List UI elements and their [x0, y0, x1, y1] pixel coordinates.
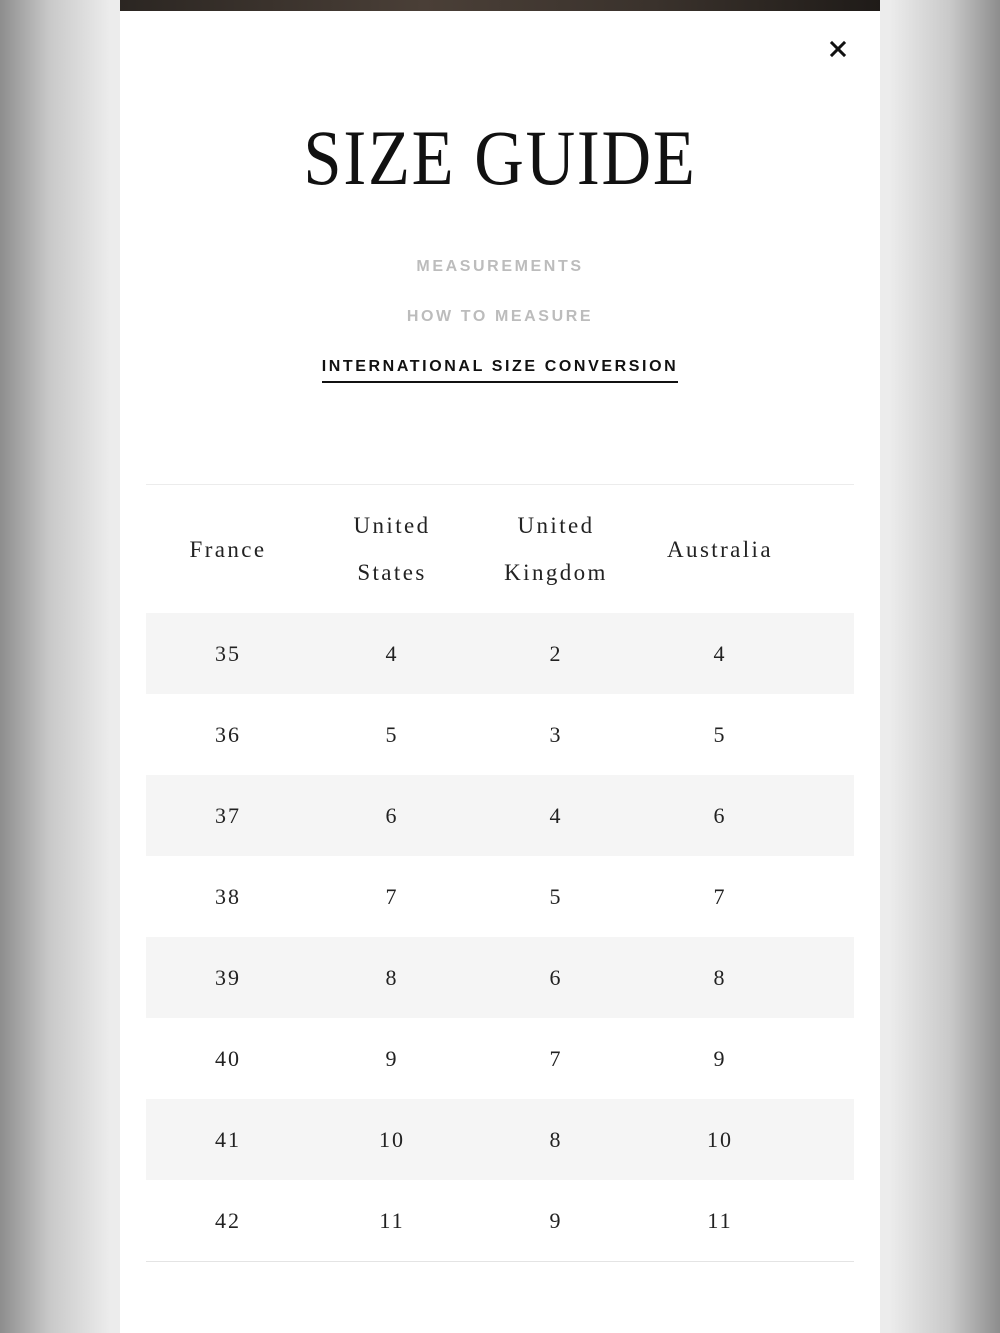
cell-united-kingdom: 5 [549, 883, 563, 909]
tab-international-size-conversion[interactable] [120, 357, 880, 407]
cell-united-kingdom: 6 [549, 964, 563, 990]
cell-united-kingdom: 8 [549, 1126, 563, 1152]
tab-label: INTERNATIONAL SIZE CONVERSION [322, 357, 679, 383]
tab-measurements[interactable] [120, 257, 880, 307]
page-title: SIZE GUIDE [303, 114, 697, 201]
cell-united-states: 8 [385, 964, 399, 990]
cell-australia: 8 [713, 964, 727, 990]
header-text: States [357, 560, 427, 585]
size-guide-modal [120, 11, 880, 1333]
table-row [146, 1099, 854, 1180]
cell-australia: 10 [707, 1126, 733, 1152]
cell-united-states: 5 [385, 721, 399, 747]
tab-label: MEASUREMENTS [416, 258, 584, 275]
tab-label: HOW TO MEASURE [406, 308, 594, 325]
table-row [146, 937, 854, 1018]
header-australia [638, 526, 802, 573]
cell-australia: 4 [713, 640, 727, 666]
cell-australia: 5 [713, 721, 727, 747]
cell-united-states: 10 [379, 1126, 405, 1152]
cell-united-kingdom: 4 [549, 802, 563, 828]
cell-france: 39 [215, 964, 241, 990]
cell-united-kingdom: 2 [549, 640, 563, 666]
cell-united-states: 6 [385, 802, 399, 828]
table-row [146, 1018, 854, 1099]
cell-australia: 11 [707, 1207, 733, 1233]
cell-australia: 9 [713, 1045, 727, 1071]
header-text: United [353, 513, 431, 538]
cell-united-kingdom: 3 [549, 721, 563, 747]
cell-united-states: 9 [385, 1045, 399, 1071]
header-text: Kingdom [504, 560, 608, 585]
header-text: Australia [667, 536, 773, 562]
cell-france: 40 [215, 1045, 241, 1071]
cell-france: 42 [215, 1207, 241, 1233]
header-united-kingdom [474, 502, 638, 596]
size-conversion-table [146, 484, 854, 1262]
tab-how-to-measure[interactable] [120, 307, 880, 357]
table-row [146, 856, 854, 937]
cell-australia: 7 [713, 883, 727, 909]
cell-france: 38 [215, 883, 241, 909]
table-row [146, 775, 854, 856]
cell-australia: 6 [713, 802, 727, 828]
header-france [146, 526, 310, 573]
tab-list [120, 257, 880, 407]
cell-united-kingdom: 7 [549, 1045, 563, 1071]
close-icon [824, 35, 852, 63]
table-row [146, 694, 854, 775]
cell-france: 35 [215, 640, 241, 666]
table-header-row [146, 485, 854, 613]
cell-united-kingdom: 9 [549, 1207, 563, 1233]
cell-united-states: 11 [379, 1207, 405, 1233]
header-text: United [517, 513, 595, 538]
header-text: France [189, 536, 267, 562]
cell-france: 36 [215, 721, 241, 747]
cell-united-states: 4 [385, 640, 399, 666]
cell-france: 41 [215, 1126, 241, 1152]
table-row [146, 613, 854, 694]
header-united-states [310, 502, 474, 596]
table-row [146, 1180, 854, 1261]
cell-united-states: 7 [385, 883, 399, 909]
cell-france: 37 [215, 802, 241, 828]
close-button[interactable] [824, 35, 852, 63]
